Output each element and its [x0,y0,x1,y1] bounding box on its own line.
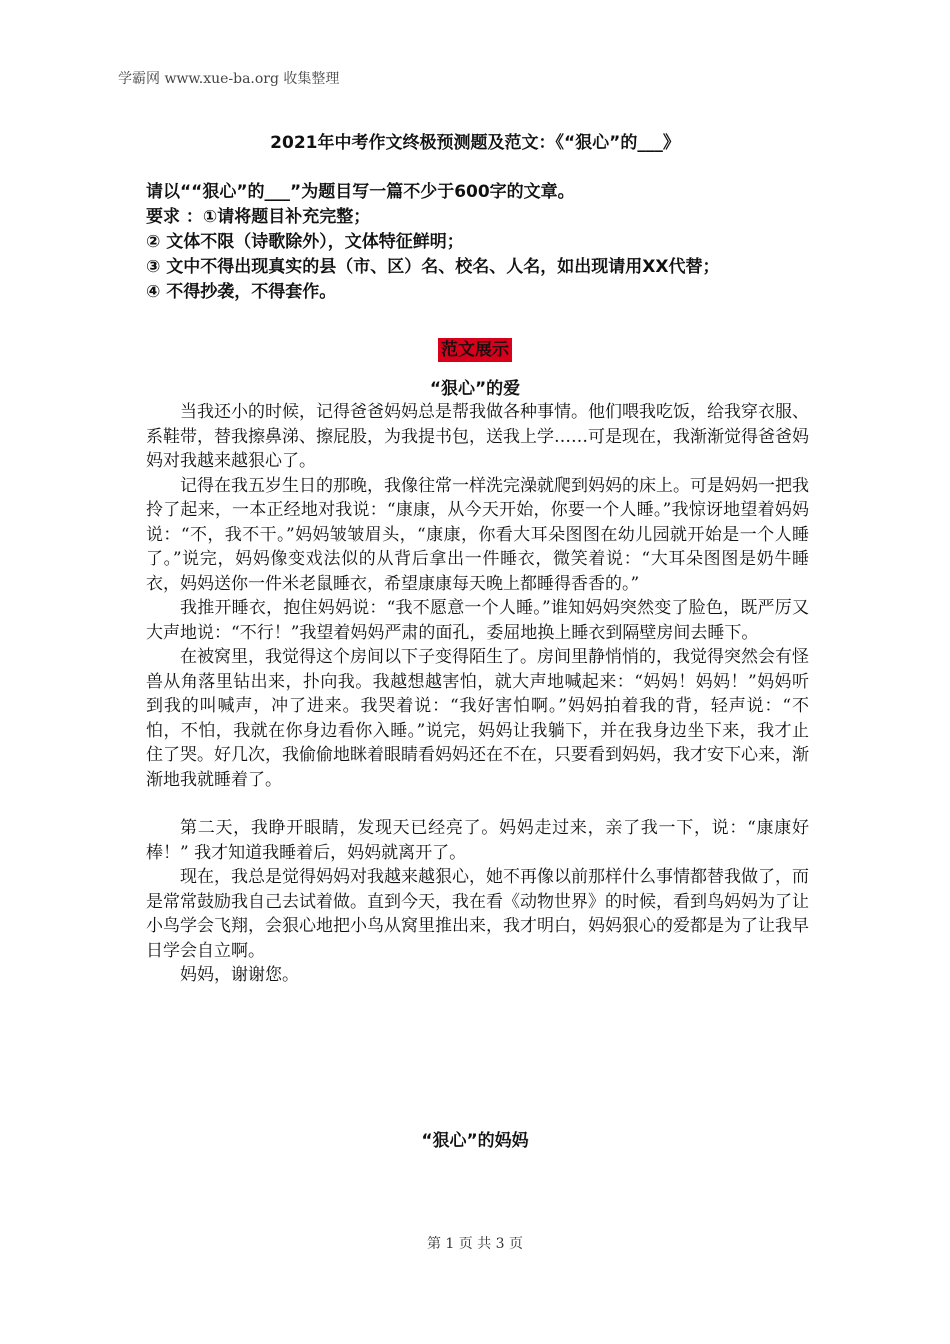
document-title: 2021年中考作文终极预测题及范文：《“狠心”的___》 [270,133,680,153]
prompt-line: ④ 不得抄袭，不得套作。 [146,282,337,302]
page-footer: 第 1 页 共 3 页 [426,1236,524,1252]
writing-prompt [146,180,826,305]
essay-paragraph: 当我还小的时候，记得爸爸妈妈总是帮我做各种事情。他们喂我吃饭，给我穿衣服、系鞋带，替我擦鼻涕、擦屁股，为我提书包，送我上学……可是现在，我渐渐觉得爸爸妈妈对我越来越狠心了。 [146,402,809,471]
prompt-line: 要求 ：①请将题目补充完整； [146,207,371,227]
prompt-line: 请以““狠心”的___”为题目写一篇不少于600字的文章。 [146,182,575,202]
essay-paragraph: 记得在我五岁生日的那晚，我像往常一样洗完澡就爬到妈妈的床上。可是妈妈一把我拎了起来，一本正经地对我说：“康康，从今天开始，你要一个人睡。”我惊讶地望着妈妈说：“不，我不干。”妈妈皱皱眉头，“康康，你看大耳朵图图在幼儿园就开始是一个人睡了。”说完，妈妈像变戏法似的从背后拿出一件睡衣，微笑着说：“大耳朵图图是奶牛睡衣，妈妈送你一件米老鼠睡衣，希望康康每天晚上都睡得香香的。” [146,475,809,594]
essay-paragraph: 我推开睡衣，抱住妈妈说：“我不愿意一个人睡。”谁知妈妈突然变了脸色，既严厉又大声地说：“不行！”我望着妈妈严肃的面孔，委屈地换上睡衣到隔壁房间去睡下。 [146,598,809,643]
essay-paragraph: 妈妈，谢谢您。 [180,965,299,985]
section-badge-row [0,338,950,362]
second-essay-title: “狠心”的妈妈 [421,1131,529,1151]
essay-paragraph: 现在，我总是觉得妈妈对我越来越狠心，她不再像以前那样什么事情都替我做了，而是常常鼓励我自己去试着做。直到今天，我在看《动物世界》的时候，看到鸟妈妈为了让小鸟学会飞翔，会狠心地把小鸟从窝里推出来，我才明白，妈妈狠心的爱都是为了让我早日学会自立啊。 [146,867,809,961]
section-badge: 范文展示 [438,338,512,362]
essay-title: “狠心”的爱 [429,379,521,399]
essay-paragraph: 第二天，我睁开眼睛，发现天已经亮了。妈妈走过来，亲了我一下，说：“康康好棒！” 我才知道我睡着后，妈妈就离开了。 [146,818,809,863]
prompt-line: ③ 文中不得出现真实的县（市、区）名、校名、人名，如出现请用XX代替； [146,257,720,277]
prompt-line: ② 文体不限（诗歌除外），文体特征鲜明； [146,232,464,252]
source-header: 学霸网 www.xue-ba.org 收集整理 [118,71,340,87]
essay-body [146,400,809,988]
essay-paragraph: 在被窝里，我觉得这个房间以下子变得陌生了。房间里静悄悄的，我觉得突然会有怪兽从角落里钻出来，扑向我。我越想越害怕，就大声地喊起来：“妈妈！妈妈！”妈妈听到我的叫喊声，冲了进来。我哭着说：“我好害怕啊。”妈妈拍着我的背，轻声说：“不怕，不怕，我就在你身边看你入睡。”说完，妈妈让我躺下，并在我身边坐下来，我才止住了哭。好几次，我偷偷地眯着眼睛看妈妈还在不在，只要看到妈妈，我才安下心来，渐渐地我就睡着了。 [146,647,809,790]
